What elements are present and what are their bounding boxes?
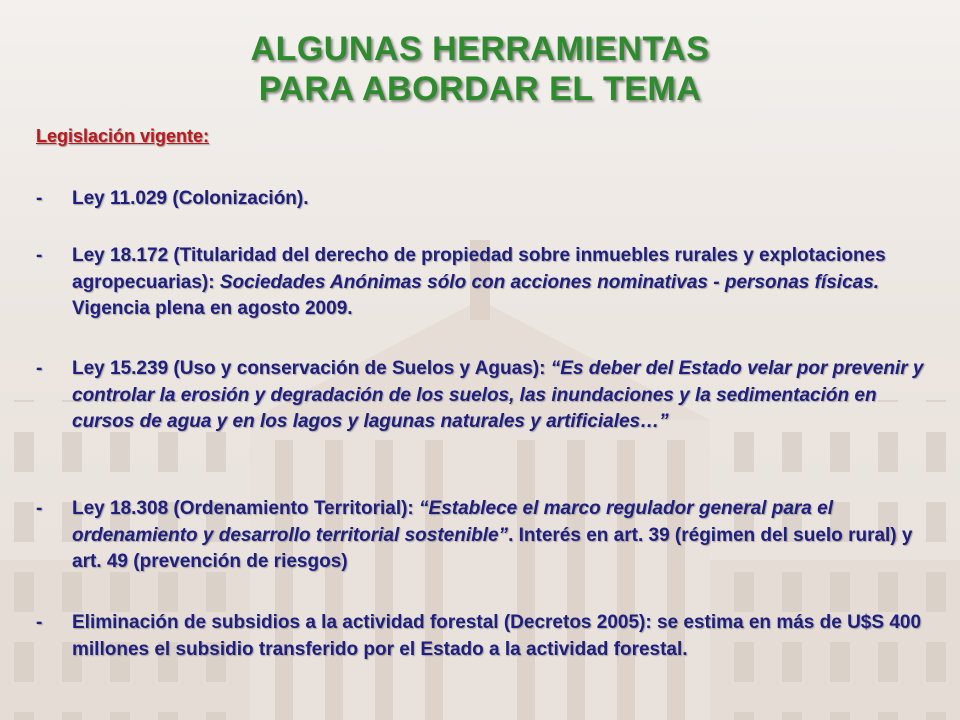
section-heading: Legislación vigente: (36, 126, 210, 146)
item-emphasis: Sociedades Anónimas sólo con acciones nominativas - personas físicas. (219, 271, 880, 293)
bullet-dash: - (36, 245, 43, 266)
item-text: Ley 15.239 (Uso y conservación de Suelos y Aguas): (72, 358, 551, 379)
item-text: Ley 18.172 (Titularidad del derecho de propiedad sobre inmuebles rurales y explotaciones agropecuarias): (72, 245, 886, 293)
item-text: Ley 11.029 (Colonización). (72, 188, 309, 209)
item-text: Eliminación de subsidios a la actividad forestal (Decretos 2005): se estima en más de U$S 400 millones el subsidio transferido por el Estado a la actividad forestal. (72, 612, 922, 660)
item-emphasis: “Establece el marco regulador general para el ordenamiento y desarrollo territorial sostenible” (72, 498, 833, 546)
list-item (36, 243, 926, 323)
item-text: Ley 18.308 (Ordenamiento Territorial): (72, 498, 420, 519)
bullet-dash: - (36, 358, 43, 379)
list-item (36, 496, 926, 576)
item-text-tail: . Interés en art. 39 (régimen del suelo rural) y art. 49 (prevención de riesgos) (72, 524, 913, 572)
bullet-dash: - (36, 498, 43, 519)
slide-title-line-2: PARA ABORDAR EL TEMA (258, 70, 702, 108)
bullet-dash: - (36, 612, 43, 633)
list-item (36, 356, 926, 436)
slide-title-line-1: ALGUNAS HERRAMIENTAS (250, 30, 710, 68)
list-item (36, 610, 926, 663)
item-emphasis: “Es deber del Estado velar por prevenir y controlar la erosión y degradación de los suelos, las inundaciones y la sedimentación en cursos de agua y en los lagos y lagunas naturales y artificiales…” (72, 358, 924, 432)
list-item (36, 186, 926, 213)
bullet-dash: - (36, 188, 43, 209)
item-text-tail: Vigencia plena en agosto 2009. (72, 298, 353, 319)
